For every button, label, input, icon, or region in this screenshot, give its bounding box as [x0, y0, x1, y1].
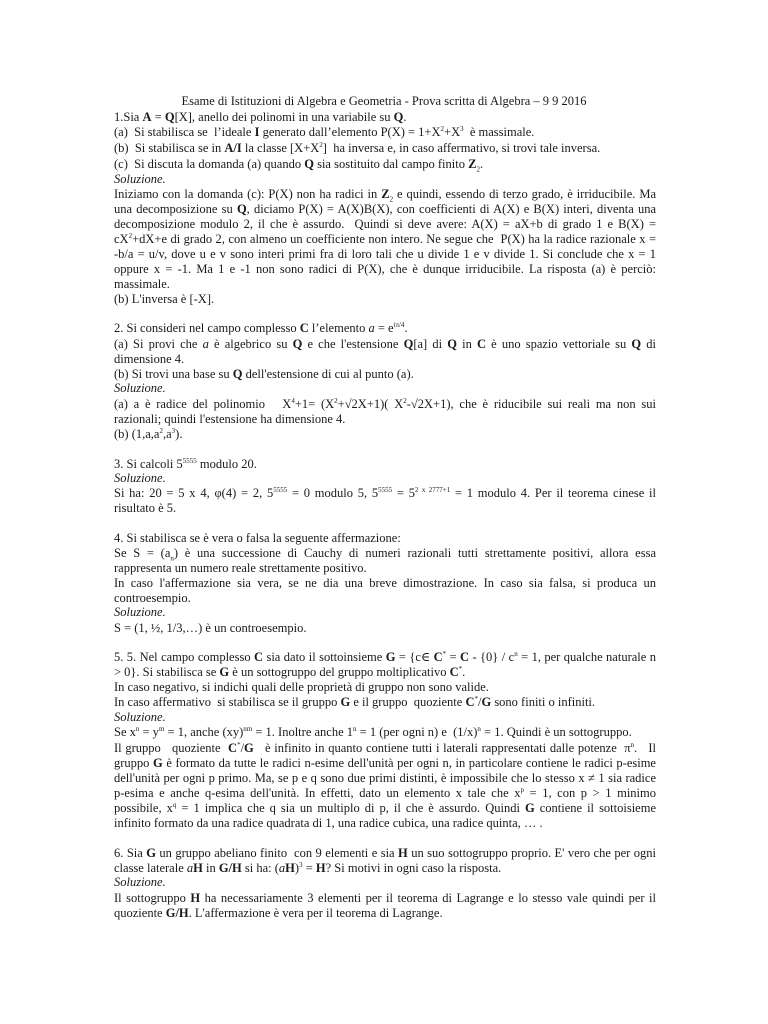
problem-4-line: controesempio. [114, 591, 191, 605]
solution-5-line: Il gruppo quoziente C*/G è infinito in quanto contiene tutti i laterali rappresentati dalle potenze $\pi^n$. Il [114, 740, 656, 755]
solution-label: Soluzione. [114, 381, 166, 395]
solution-6-line: quoziente G/H. L'affermazione è vera per il teorema di Lagrange. [114, 906, 443, 920]
solution-5-line: gruppo G è formato da tutte le radici n-esime dell'unità per ogni n, in particolare contiene le radici p-esime [114, 756, 656, 770]
problem-2-statement: 2. Si consideri nel campo complesso C l’elemento $a = e^{i\pi/4}$. [114, 320, 408, 335]
solution-label: Soluzione. [114, 710, 166, 724]
problem-3-statement: 3. Si calcoli $5^{5555}$ modulo 20. [114, 456, 257, 471]
problem-6-statement: 6. Sia G un gruppo abeliano finito con 9 elementi e sia H un suo sottogruppo proprio. E' vero che per ogni [114, 846, 656, 860]
problem-2-part-a: (a) Si provi che a è algebrico su Q e che l'estensione Q[a] di Q in C è uno spazio vettoriale su Q di [114, 337, 657, 351]
problem-6-line: classe laterale aH in G/H si ha: (aH)$^3$ = H? Si motivi in ogni caso la risposta. [114, 860, 502, 875]
solution-5-line: Se $x^n = y^m = 1$, anche (xy)$^{nm}$ = 1. Inoltre anche $1^n = 1$ (per ogni n) e $(1/x)^n = 1$. Quindi è un sottogruppo. [114, 724, 632, 739]
solution-6-line: Il sottogruppo H ha necessariamente 3 elementi per il teorema di Lagrange e lo stesso vale quindi per il [114, 891, 656, 905]
solution-1-line: oppure x = -1. Ma 1 e -1 non sono radici di P(X), che è dunque irriducibile. La risposta (a) è perciò: [114, 262, 656, 276]
problem-4-statement: 4. Si stabilisca se è vera o falsa la seguente affermazione: [114, 531, 401, 545]
problem-5-statement: 5. 5. Nel campo complesso C sia dato il sottoinsieme G = {c∈ $C^* = C - \{0\} / c^n = 1$, per qualche naturale n [114, 649, 656, 664]
solution-label: Soluzione. [114, 605, 166, 619]
solution-3-line: risultato è 5. [114, 501, 177, 515]
solution-1-line: massimale. [114, 277, 170, 291]
problem-4-line: In caso l'affermazione sia vera, se ne dia una breve dimostrazione. In caso sia falsa, si produca un [114, 576, 656, 590]
problem-1-part-b: (b) Si stabilisca se in A/I la classe $[X+X^2]$ ha inversa e, in caso affermativo, si trovi tale inversa. [114, 140, 601, 155]
solution-2-line: (a) a è radice del polinomio $X^4+1= (X^2+√2X+1)$( $X^2-√2X+1$), che è riducibile sui reali ma non sui [114, 396, 656, 411]
problem-5-line: > 0}. Si stabilisca se G è un sottogruppo del gruppo moltiplicativo C*. [114, 664, 466, 679]
solution-1-line: -b/a = u/v, dove u e v sono interi primi fra di loro tali che u divide 1 e v divide 1. Si conclude che x = 1 [114, 247, 656, 261]
problem-5-line: In caso negativo, si indichi quali delle proprietà di gruppo non sono valide. [114, 680, 489, 694]
solution-5-line: infinito formato da una radice quadrata di 1, una radice cubica, una radice quinta, … . [114, 816, 543, 830]
problem-1-part-a: (a) Si stabilisca se l’ideale I generato dall’elemento $P(X) = 1+X^2+X^3$ è massimale. [114, 124, 535, 139]
problem-4-line: Se $S = (a_n)$ è una successione di Cauchy di numeri razionali tutti strettamente positivi, allora essa [114, 546, 656, 563]
solution-2-line: razionali; quindi l'estensione ha dimensione 4. [114, 412, 346, 426]
solution-label: Soluzione. [114, 172, 166, 186]
problem-5-line: In caso affermativo si stabilisca se il gruppo G e il gruppo quoziente C*/G sono finiti o infiniti. [114, 694, 596, 709]
solution-5-line: p-esima e anche q-esima dell'unità. In effetti, dato un elemento x tale che $x^p = 1$, con p > 1 minimo [114, 785, 656, 800]
solution-3-line: Si ha: 20 = 5 x 4, φ(4) = 2, $5^{5555} = 0$ modulo 5, $5^{5555} = 5^{2 x 2777+1} = 1$ modulo 4. Per il teorema cinese il [114, 485, 656, 500]
solution-5-line: dell'unità per ogni p primo. Ma, se p e q sono due primi distinti, è impossibile che lo stesso x ≠ 1 sia radice [114, 771, 656, 785]
solution-1-line: una decomposizione su Q, diciamo P(X) = A(X)B(X), con coefficienti di A(X) e B(X) interi, diventa una [114, 202, 656, 216]
solution-label: Soluzione. [114, 875, 166, 889]
solution-1-line: (b) L'inversa è [-X]. [114, 292, 215, 306]
solution-2-line: (b) $(1,a,a^2,a^3)$. [114, 426, 183, 441]
problem-2-part-a-cont: dimensione 4. [114, 352, 185, 366]
problem-4-line: rappresenta un numero reale strettamente positivo. [114, 561, 367, 575]
problem-2-part-b: (b) Si trovi una base su Q dell'estensione di cui al punto (a). [114, 367, 414, 381]
solution-4-line: S = (1, ½, 1/3,…) è un controesempio. [114, 621, 307, 635]
solution-5-line: possibile, $x^q = 1$ implica che q sia un multiplo di p, il che è assurdo. Quindi G contiene il sottoisieme [114, 800, 657, 815]
problem-1-part-c: (c) Si discuta la domanda (a) quando Q sia sostituito dal campo finito $Z_2$. [114, 157, 484, 174]
document-title: Esame di Istituzioni di Algebra e Geometria - Prova scritta di Algebra – 9 9 2016 [181, 94, 587, 108]
solution-1-line: $cX^2+dX+e$ di grado 2, con almeno un coefficiente non intero. Ne segue che P(X) ha la radice razionale x = [114, 231, 656, 246]
problem-1-statement: 1.Sia A = Q[X], anello dei polinomi in una variabile su Q. [114, 110, 407, 124]
solution-label: Soluzione. [114, 471, 166, 485]
solution-1-line: decomposizione modulo 2, il che è assurdo. Quindi si deve avere: A(X) = aX+b di grado 1 e B(X) = [114, 217, 656, 231]
solution-1-line: Iniziamo con la domanda (c): P(X) non ha radici in $Z_2$ e quindi, essendo di terzo grado, è irriducibile. Ma [114, 187, 656, 204]
